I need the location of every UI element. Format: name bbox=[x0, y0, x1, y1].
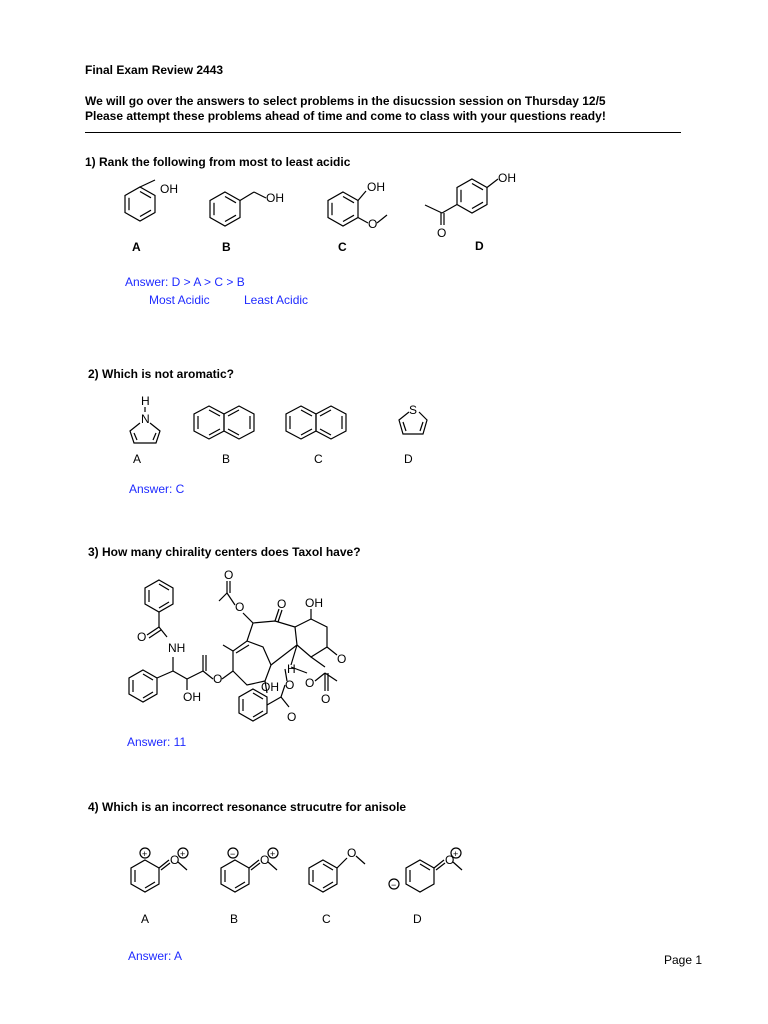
svg-text:O: O bbox=[260, 853, 270, 867]
q2-label-c: C bbox=[314, 452, 323, 466]
svg-text:OH: OH bbox=[261, 680, 279, 694]
q2-label-d: D bbox=[404, 452, 413, 466]
q4-answer: Answer: A bbox=[128, 949, 183, 963]
question-2: 2) Which is not aromatic? bbox=[88, 367, 235, 381]
q2-label-b: B bbox=[222, 452, 231, 466]
svg-text:O: O bbox=[287, 710, 297, 724]
svg-text:+: + bbox=[142, 849, 148, 859]
q1-b-oh-label: OH bbox=[266, 191, 284, 205]
svg-text:O: O bbox=[170, 853, 180, 867]
svg-text:O: O bbox=[137, 630, 147, 644]
svg-text:+: + bbox=[270, 849, 276, 859]
q2-a-h-label: H bbox=[141, 394, 150, 408]
q1-structure-a-phenol bbox=[110, 175, 180, 235]
q4-label-d: D bbox=[413, 912, 422, 926]
q1-d-o-label: O bbox=[437, 226, 447, 240]
q1-c-oh-label: OH bbox=[367, 180, 385, 194]
svg-text:O: O bbox=[337, 652, 347, 666]
q1-label-c: C bbox=[338, 240, 347, 254]
header-divider bbox=[85, 132, 681, 133]
q2-structure-d-thiophene bbox=[390, 398, 440, 448]
q1-most-acidic-label: Most Acidic bbox=[149, 293, 210, 307]
page-number: Page 1 bbox=[664, 953, 703, 967]
svg-text:O: O bbox=[277, 597, 287, 611]
question-4: 4) Which is an incorrect resonance strucutre for anisole bbox=[88, 800, 407, 814]
svg-text:−: − bbox=[230, 849, 236, 859]
svg-text:O: O bbox=[235, 600, 245, 614]
q4-structure-a bbox=[115, 840, 195, 900]
intro-line-2: Please attempt these problems ahead of time and come to class with your questions ready! bbox=[85, 109, 606, 123]
q2-d-s-label: S bbox=[409, 403, 418, 417]
q4-structure-c-anisole bbox=[295, 840, 375, 900]
q1-label-a: A bbox=[132, 240, 141, 254]
svg-text:O: O bbox=[285, 678, 295, 692]
intro-line-1: We will go over the answers to select problems in the disucssion session on Thursday 12/5 bbox=[85, 94, 606, 108]
svg-text:H: H bbox=[287, 662, 296, 676]
q2-structure-b-naphthalene bbox=[190, 400, 260, 445]
q4-label-c: C bbox=[322, 912, 331, 926]
svg-text:+: + bbox=[180, 849, 186, 859]
svg-text:OH: OH bbox=[305, 596, 323, 610]
q1-structure-c-guaiacol bbox=[315, 175, 400, 240]
svg-text:+: + bbox=[453, 849, 459, 859]
svg-text:OH: OH bbox=[183, 690, 201, 704]
q1-structure-d-hydroxyacetophenone bbox=[420, 165, 530, 245]
svg-text:O: O bbox=[224, 568, 234, 582]
question-1: 1) Rank the following from most to least acidic bbox=[85, 155, 351, 169]
svg-text:O: O bbox=[305, 676, 315, 690]
q1-answer: Answer: D > A > C > B bbox=[125, 275, 245, 289]
q1-d-oh-label: OH bbox=[498, 171, 516, 185]
q3-structure-taxol bbox=[115, 568, 375, 725]
q3-answer: Answer: 11 bbox=[127, 735, 187, 749]
q2-label-a: A bbox=[133, 452, 142, 466]
svg-text:O: O bbox=[213, 672, 223, 686]
svg-text:−: − bbox=[391, 880, 397, 890]
q1-least-acidic-label: Least Acidic bbox=[244, 293, 309, 307]
q2-structure-c-bicyclic bbox=[282, 400, 352, 445]
q1-a-oh-label: OH bbox=[160, 182, 178, 196]
q1-label-b: B bbox=[222, 240, 231, 254]
q1-label-d: D bbox=[475, 239, 484, 253]
q2-a-n-label: N bbox=[141, 412, 150, 426]
svg-text:O: O bbox=[321, 692, 331, 706]
intro-text bbox=[85, 94, 606, 124]
q2-structure-a-pyrrole bbox=[120, 393, 170, 453]
page-title: Final Exam Review 2443 bbox=[85, 63, 224, 77]
q4-label-a: A bbox=[141, 912, 150, 926]
q4-structure-d bbox=[380, 840, 470, 900]
q4-structure-b bbox=[205, 840, 285, 900]
svg-text:NH: NH bbox=[168, 641, 186, 655]
q2-answer: Answer: C bbox=[129, 482, 185, 496]
q1-c-o-label: O bbox=[368, 217, 378, 231]
q4-label-b: B bbox=[230, 912, 239, 926]
svg-text:O: O bbox=[347, 846, 357, 860]
q1-structure-b-benzyl-alcohol bbox=[200, 178, 290, 238]
question-3: 3) How many chirality centers does Taxol have? bbox=[88, 545, 361, 559]
svg-text:O: O bbox=[445, 853, 455, 867]
